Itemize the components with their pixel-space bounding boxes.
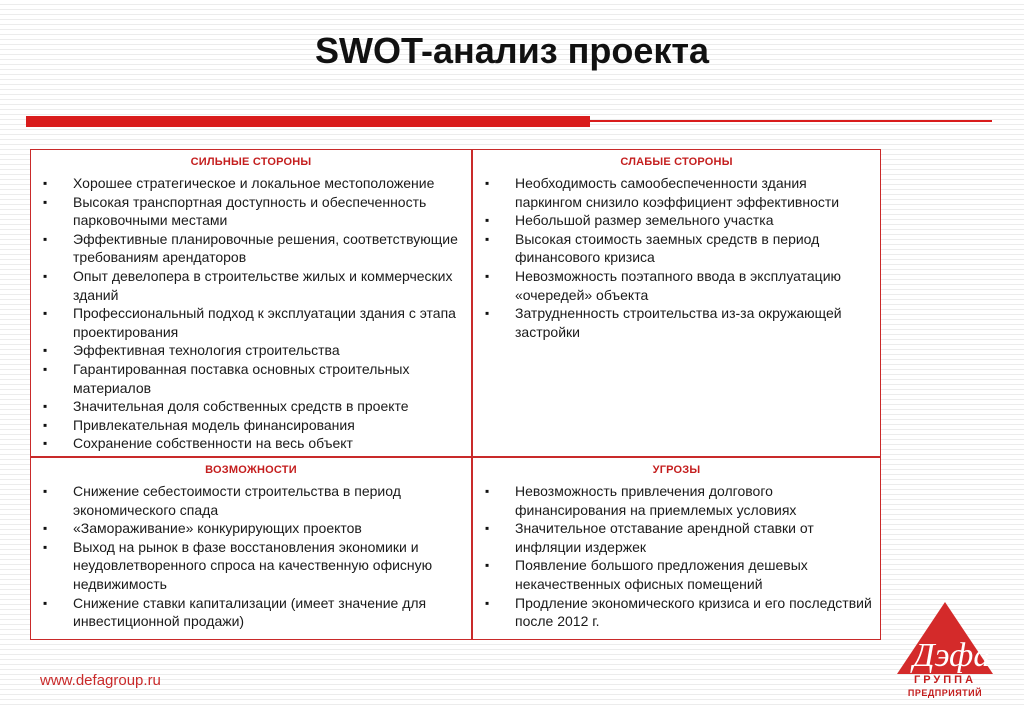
list-item: ▪ Хорошее стратегическое и локальное местоположение xyxy=(39,174,465,193)
strengths-list xyxy=(31,174,471,453)
list-item: ▪ Значительная доля собственных средств в проекте xyxy=(39,397,465,416)
list-item: ▪ Эффективные планировочные решения, соответствующие требованиям арендаторов xyxy=(39,230,465,267)
opportunities-list xyxy=(31,482,471,631)
logo-triangle-icon xyxy=(893,600,997,676)
opportunities-quadrant xyxy=(30,457,472,640)
list-item: ▪ Невозможность привлечения долгового финансирования на приемлемых условиях xyxy=(481,482,874,519)
page-title: SWOT-анализ проекта xyxy=(314,30,710,71)
list-item: ▪ Затрудненность строительства из-за окружающей застройки xyxy=(481,304,874,341)
title-underline-bar xyxy=(26,116,590,127)
list-item: ▪ Сохранение собственности на весь объект xyxy=(39,434,465,453)
list-item: ▪ Снижение ставки капитализации (имеет значение для инвестиционной продажи) xyxy=(39,594,465,631)
website-url: www.defagroup.ru xyxy=(40,672,161,689)
list-item: ▪ Привлекательная модель финансирования xyxy=(39,416,465,435)
threats-heading: УГРОЗЫ xyxy=(652,464,701,476)
logo-mark-text: Дэфа xyxy=(913,637,991,674)
list-item: ▪ Профессиональный подход к эксплуатации здания с этапа проектирования xyxy=(39,304,465,341)
list-item: ▪ Высокая стоимость заемных средств в период финансового кризиса xyxy=(481,230,874,267)
logo-line-2: ПРЕДПРИЯТИЙ xyxy=(907,688,983,698)
company-logo xyxy=(893,600,997,704)
list-item: ▪ Опыт девелопера в строительстве жилых и коммерческих зданий xyxy=(39,267,465,304)
list-item: ▪ Продление экономического кризиса и его последствий после 2012 г. xyxy=(481,594,874,631)
logo-line-1: ГРУППА xyxy=(913,674,977,686)
list-item: ▪ «Замораживание» конкурирующих проектов xyxy=(39,519,465,538)
threats-quadrant xyxy=(472,457,881,640)
strengths-heading: СИЛЬНЫЕ СТОРОНЫ xyxy=(190,156,312,168)
list-item: ▪ Необходимость самообеспеченности здания паркингом снизило коэффициент эффективности xyxy=(481,174,874,211)
list-item: ▪ Появление большого предложения дешевых некачественных офисных помещений xyxy=(481,556,874,593)
list-item: ▪ Небольшой размер земельного участка xyxy=(481,211,874,230)
list-item: ▪ Снижение себестоимости строительства в период экономического спада xyxy=(39,482,465,519)
opportunities-heading: ВОЗМОЖНОСТИ xyxy=(205,464,297,476)
threats-list xyxy=(473,482,880,631)
list-item: ▪ Значительное отставание арендной ставки от инфляции издержек xyxy=(481,519,874,556)
weaknesses-list xyxy=(473,174,880,341)
title-underline-line xyxy=(590,120,992,122)
list-item: ▪ Невозможность поэтапного ввода в эксплуатацию «очередей» объекта xyxy=(481,267,874,304)
list-item: ▪ Высокая транспортная доступность и обеспеченность парковочными местами xyxy=(39,193,465,230)
list-item: ▪ Гарантированная поставка основных строительных материалов xyxy=(39,360,465,397)
strengths-quadrant xyxy=(30,149,472,457)
weaknesses-quadrant xyxy=(472,149,881,457)
list-item: ▪ Выход на рынок в фазе восстановления экономики и неудовлетворенного спроса на качественную офисную недвижимость xyxy=(39,538,465,594)
list-item: ▪ Эффективная технология строительства xyxy=(39,341,465,360)
weaknesses-heading: СЛАБЫЕ СТОРОНЫ xyxy=(620,156,733,168)
